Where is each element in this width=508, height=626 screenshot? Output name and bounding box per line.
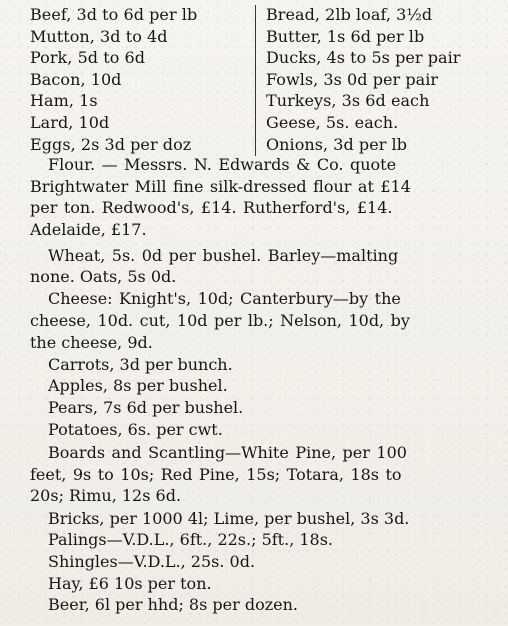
flour-paragraph-line-4: Adelaide, £17. <box>30 220 147 240</box>
price-butter: Butter, 1s 6d per lb <box>266 26 425 46</box>
timber-paragraph-line-2: feet, 9s to 10s; Red Pine, 15s; Totara, 18s to <box>30 464 402 484</box>
price-ducks: Ducks, 4s to 5s per pair <box>266 48 461 68</box>
price-beef: Beef, 3d to 6d per lb <box>30 5 198 24</box>
potatoes-line: Potatoes, 6s. per cwt. <box>48 419 223 439</box>
flour-paragraph-line-1: Flour. — Messrs. N. Edwards & Co. quote <box>48 155 397 174</box>
price-geese: Geese, 5s. each. <box>266 112 399 132</box>
beer-line: Beer, 6l per hhd; 8s per dozen. <box>48 595 298 615</box>
price-bacon: Bacon, 10d <box>30 69 122 89</box>
palings-line: Palings—V.D.L., 6ft., 22s.; 5ft., 18s. <box>48 530 334 550</box>
price-pork: Pork, 5d to 6d <box>30 48 146 68</box>
price-table-left-column <box>30 4 255 155</box>
pears-line: Pears, 7s 6d per bushel. <box>48 397 244 417</box>
price-eggs: Eggs, 2s 3d per doz <box>30 134 192 154</box>
carrots-line: Carrots, 3d per bunch. <box>48 354 233 374</box>
bricks-line: Bricks, per 1000 4l; Lime, per bushel, 3s 3d. <box>48 508 410 528</box>
flour-paragraph-line-3: per ton. Redwood's, £14. Rutherford's, £14. <box>30 198 393 218</box>
timber-paragraph-line-1: Boards and Scantling—White Pine, per 100 <box>48 442 407 462</box>
price-onions: Onions, 3d per lb <box>266 134 408 154</box>
cheese-paragraph-line-2: cheese, 10d. cut, 10d per lb.; Nelson, 10d, by <box>30 311 410 331</box>
wheat-paragraph-line-1: Wheat, 5s. 0d per bushel. Barley—malting <box>48 245 399 265</box>
apples-line: Apples, 8s per bushel. <box>48 376 228 396</box>
cheese-paragraph-line-1: Cheese: Knight's, 10d; Canterbury—by the <box>48 289 401 309</box>
price-lard: Lard, 10d <box>30 112 110 132</box>
flour-paragraph-line-2: Brightwater Mill fine silk-dressed flour at £14 <box>30 176 411 196</box>
price-fowls: Fowls, 3s 0d per pair <box>266 69 439 89</box>
cheese-paragraph-line-3: the cheese, 9d. <box>30 332 153 352</box>
price-bread: Bread, 2lb loaf, 3½d <box>266 5 433 24</box>
hay-line: Hay, £6 10s per ton. <box>48 573 212 593</box>
timber-paragraph-line-3: 20s; Rimu, 12s 6d. <box>30 486 182 506</box>
price-table-right-column <box>266 4 498 155</box>
price-mutton: Mutton, 3d to 4d <box>30 26 168 46</box>
price-ham: Ham, 1s <box>30 91 98 111</box>
price-table <box>30 4 500 158</box>
price-table-divider <box>255 5 256 156</box>
wheat-paragraph-line-2: none. Oats, 5s 0d. <box>30 267 177 287</box>
price-turkeys: Turkeys, 3s 6d each <box>266 91 430 111</box>
shingles-line: Shingles—V.D.L., 25s. 0d. <box>48 551 256 571</box>
